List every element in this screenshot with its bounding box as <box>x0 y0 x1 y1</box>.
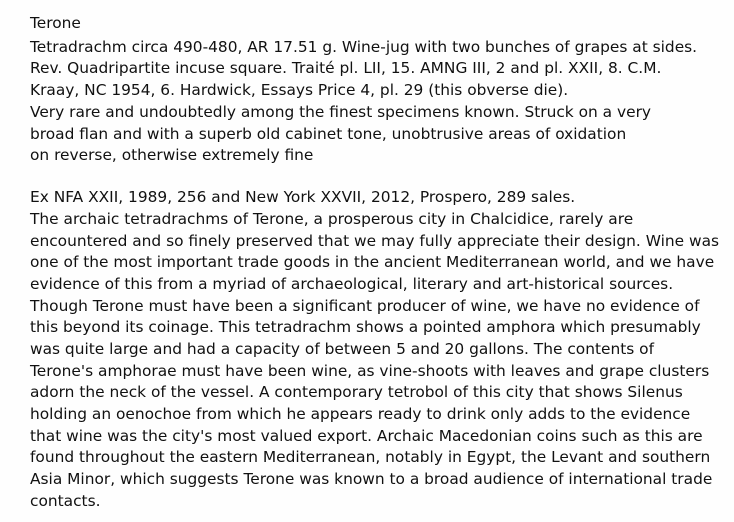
description-line: Kraay, NC 1954, 6. Hardwick, Essays Price 4, pl. 29 (this obverse die). <box>30 81 569 99</box>
commentary-line: The archaic tetradrachms of Terone, a prosperous city in Chalcidice, rarely are <box>30 210 634 228</box>
description-line: on reverse, otherwise extremely fine <box>30 146 314 164</box>
commentary-line: one of the most important trade goods in the ancient Mediterranean world, and we have <box>30 253 715 271</box>
commentary-line: that wine was the city's most valued export. Archaic Macedonian coins such as this are <box>30 427 703 445</box>
commentary-line: found throughout the eastern Mediterranean, notably in Egypt, the Levant and southern <box>30 448 711 466</box>
description-line: broad flan and with a superb old cabinet tone, unobtrusive areas of oxidation <box>30 125 627 143</box>
description-line: Rev. Quadripartite incuse square. Traité pl. LII, 15. AMNG III, 2 and pl. XXII, 8. C.M. <box>30 59 662 77</box>
commentary-line: adorn the neck of the vessel. A contemporary tetrobol of this city that shows Silenus <box>30 383 683 401</box>
commentary-line: contacts. <box>30 492 101 510</box>
commentary-line: was quite large and had a capacity of between 5 and 20 gallons. The contents of <box>30 340 654 358</box>
commentary-line: this beyond its coinage. This tetradrachm shows a pointed amphora which presumably <box>30 318 701 336</box>
lot-title: Terone <box>30 14 81 32</box>
description-line: Very rare and undoubtedly among the finest specimens known. Struck on a very <box>30 103 652 121</box>
commentary-line: Though Terone must have been a significant producer of wine, we have no evidence of <box>30 297 700 315</box>
provenance-line: Ex NFA XXII, 1989, 256 and New York XXVII, 2012, Prospero, 289 sales. <box>30 188 576 206</box>
description-line: Tetradrachm circa 490-480, AR 17.51 g. Wine-jug with two bunches of grapes at sides. <box>30 38 698 56</box>
commentary-line: Asia Minor, which suggests Terone was known to a broad audience of international trade <box>30 470 713 488</box>
commentary-line: encountered and so finely preserved that we may fully appreciate their design. Wine was <box>30 232 720 250</box>
commentary-line: holding an oenochoe from which he appears ready to drink only adds to the evidence <box>30 405 691 423</box>
commentary-line: Terone's amphorae must have been wine, as vine-shoots with leaves and grape clusters <box>30 362 710 380</box>
commentary-line: evidence of this from a myriad of archaeological, literary and art-historical sources. <box>30 275 674 293</box>
